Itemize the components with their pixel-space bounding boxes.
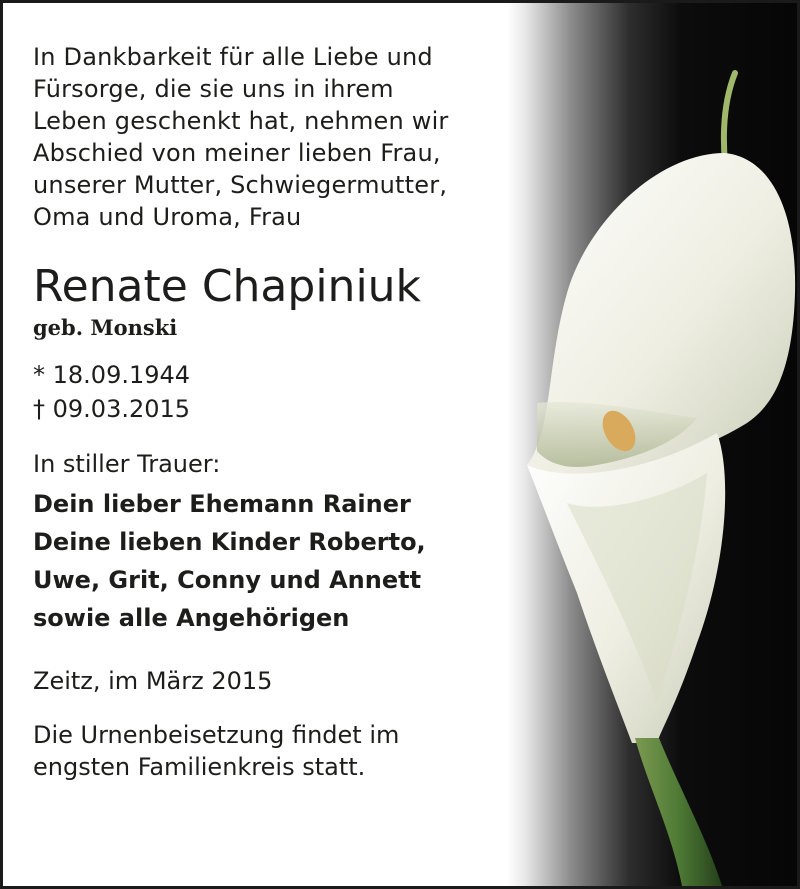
mourners-list xyxy=(33,485,513,637)
note-line: Die Urnenbeisetzung findet im xyxy=(33,721,400,749)
calla-lily-image xyxy=(507,3,797,886)
obituary-text xyxy=(33,41,513,783)
calla-lily-icon xyxy=(507,3,797,886)
death-date: † 09.03.2015 xyxy=(33,395,191,423)
intro-line: Abschied von meiner lieben Frau, xyxy=(33,139,441,167)
mourner-line: sowie alle Angehörigen xyxy=(33,604,350,632)
deceased-name: Renate Chapiniuk xyxy=(33,261,422,312)
birth-date: * 18.09.1944 xyxy=(33,361,191,389)
intro-line: In Dankbarkeit für alle Liebe und xyxy=(33,43,433,71)
intro-line: Oma und Uroma, Frau xyxy=(33,203,302,231)
mourner-line: Dein lieber Ehemann Rainer xyxy=(33,490,411,518)
intro-paragraph xyxy=(33,41,513,233)
mourning-heading: In stiller Trauer: xyxy=(33,450,221,478)
life-dates xyxy=(33,358,513,426)
intro-line: unserer Mutter, Schwiegermutter, xyxy=(33,171,448,199)
intro-line: Fürsorge, die sie uns in ihrem xyxy=(33,75,394,103)
note-line: engsten Familienkreis statt. xyxy=(33,753,366,781)
place-date: Zeitz, im März 2015 xyxy=(33,667,273,695)
maiden-name: geb. Monski xyxy=(33,315,178,340)
mourner-line: Deine lieben Kinder Roberto, xyxy=(33,528,426,556)
burial-note xyxy=(33,719,513,783)
mourner-line: Uwe, Grit, Conny und Annett xyxy=(33,566,422,594)
intro-line: Leben geschenkt hat, nehmen wir xyxy=(33,107,449,135)
